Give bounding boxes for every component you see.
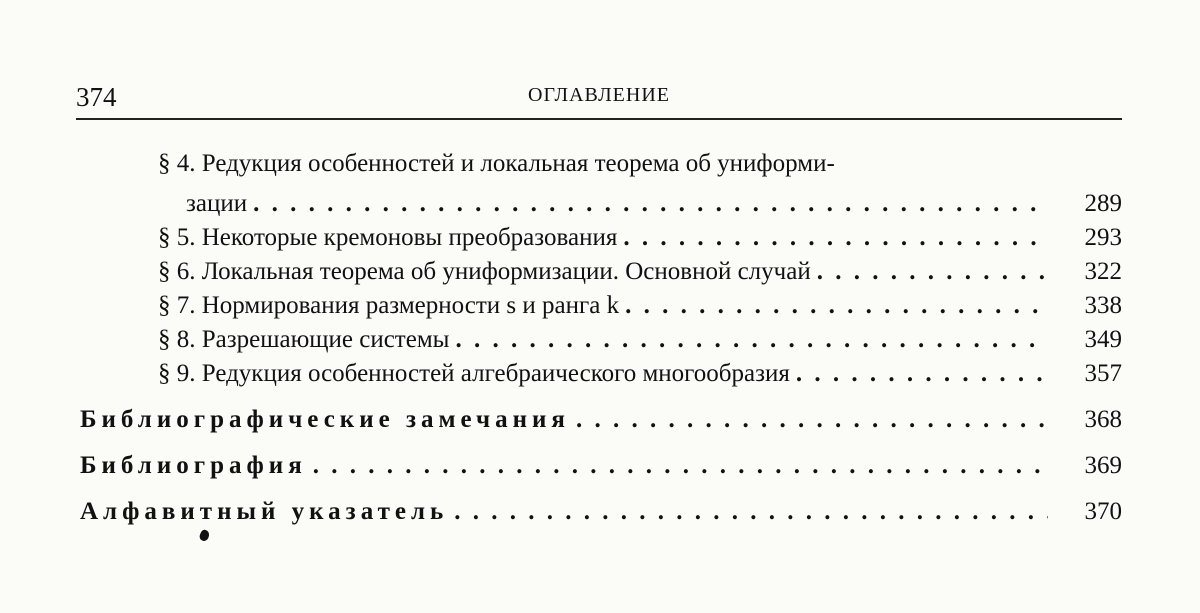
leader-dots <box>811 258 1048 286</box>
toc-entry-page: 322 <box>1084 258 1122 285</box>
toc-entry-title: § 9. Редукция особенностей алгебраического многообразия <box>158 360 790 387</box>
toc-entry-page: 293 <box>1084 224 1122 251</box>
leader-dots <box>570 406 1048 434</box>
toc-entry-s5[interactable] <box>158 218 1122 252</box>
toc-entry-s4-line1: § 4. Редукция особенностей и локальная теорема об униформи- <box>158 150 835 177</box>
toc-entry-title: § 7. Нормирования размерности s и ранга k <box>158 292 620 319</box>
page-number: 374 <box>76 82 117 112</box>
toc-entry-title: § 5. Некоторые кремоновы преобразования <box>158 224 618 251</box>
toc-entry-page: 289 <box>1084 190 1122 217</box>
toc-entry-s9[interactable] <box>158 354 1122 388</box>
toc-entry-s6[interactable] <box>158 252 1122 286</box>
toc-entry-title: Библиографические замечания <box>80 406 570 433</box>
running-title: ОГЛАВЛЕНИЕ <box>528 84 670 106</box>
leader-dots <box>449 326 1048 354</box>
toc-entry-s8[interactable] <box>158 320 1122 354</box>
toc-entry-title: Алфавитный указатель <box>80 498 449 525</box>
header-rule <box>76 118 1122 120</box>
ink-blot <box>198 529 211 543</box>
leader-dots <box>448 498 1048 526</box>
toc-entry-page: 349 <box>1084 326 1122 353</box>
leader-dots <box>619 292 1048 320</box>
toc-entry-bibliography[interactable] <box>80 446 1122 480</box>
leader-dots <box>617 224 1048 252</box>
toc-entry-index[interactable] <box>80 492 1122 526</box>
toc-entry-page: 357 <box>1084 360 1122 387</box>
leader-dots <box>790 360 1048 388</box>
leader-dots <box>307 452 1048 480</box>
page-header <box>76 78 1122 118</box>
toc-entry-s4[interactable] <box>186 184 1122 218</box>
toc-entry-title: Библиография <box>80 452 307 479</box>
toc-entry-title: § 6. Локальная теорема об униформизации. Основной случай <box>158 258 811 285</box>
toc-entry-page: 368 <box>1084 406 1122 433</box>
toc-entry-page: 370 <box>1084 498 1122 525</box>
toc-entry-page: 338 <box>1084 292 1122 319</box>
toc-entry-s7[interactable] <box>158 286 1122 320</box>
toc-entry-title: § 8. Разрешающие системы <box>158 326 450 353</box>
leader-dots <box>247 190 1048 218</box>
toc-entry-title: зации <box>186 190 248 217</box>
toc-entry-page: 369 <box>1084 452 1122 479</box>
toc-entry-notes[interactable] <box>80 400 1122 434</box>
